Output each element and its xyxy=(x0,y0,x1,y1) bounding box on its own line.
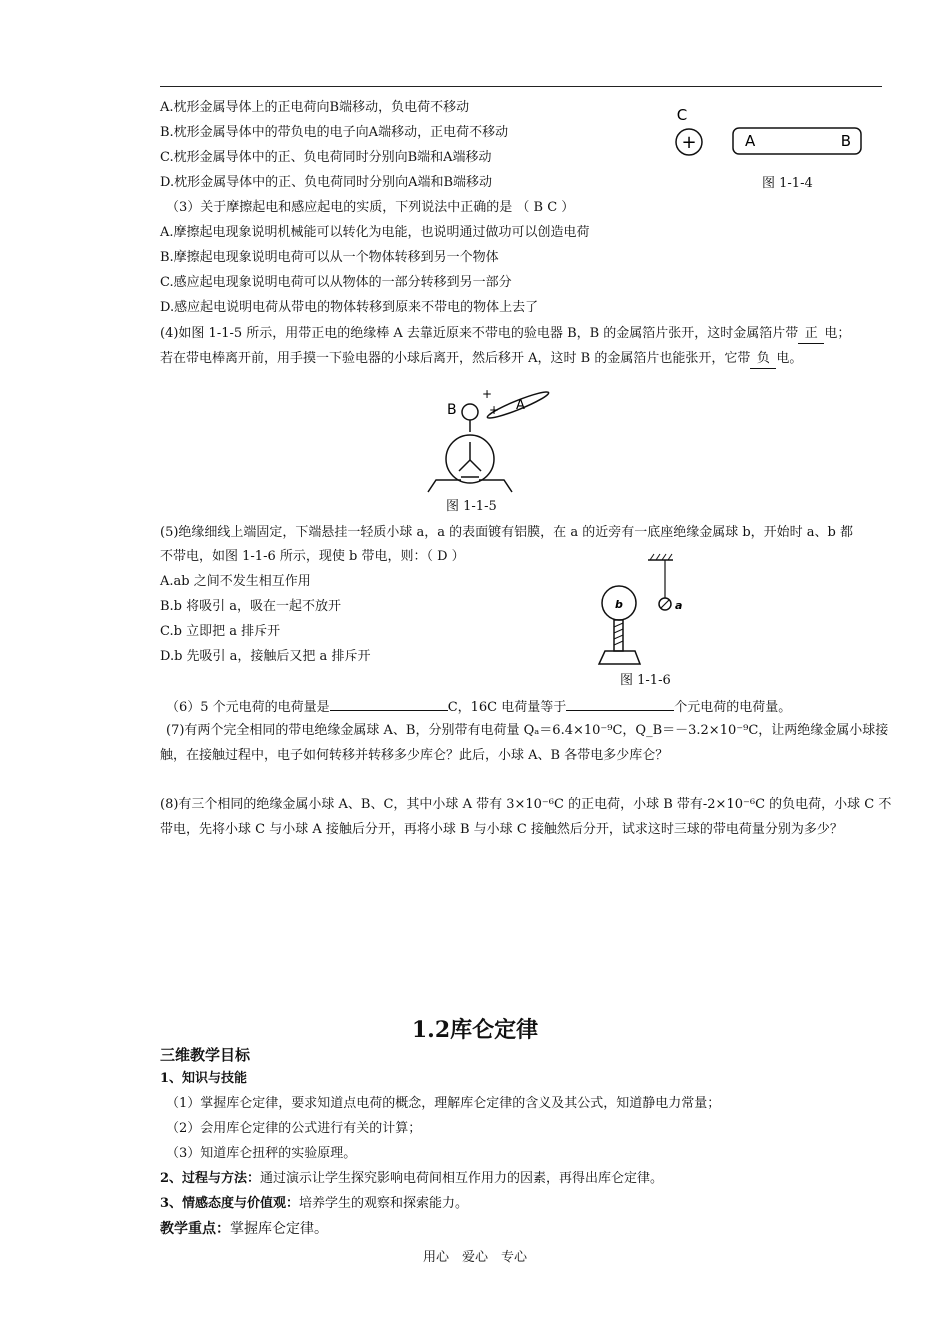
q3-option-a: A.摩擦起电现象说明机械能可以转化为电能，也说明通过做功可以创造电荷 xyxy=(160,225,590,240)
fig4-label-c: C xyxy=(676,106,688,124)
goals-heading: 三维教学目标 xyxy=(160,1046,251,1064)
fig5-caption: 图 1-1-5 xyxy=(446,499,497,514)
q6-blank-1[interactable] xyxy=(330,696,448,711)
q4-text-4: 电。 xyxy=(776,351,803,366)
q7-line-2: 触，在接触过程中，电子如何转移并转移多少库仑？此后，小球 A、B 各带电多少库仑？ xyxy=(160,748,669,763)
q8-line-1: (8)有三个相同的绝缘金属小球 A、B、C，其中小球 A 带有 3×10⁻⁶C 的正电荷，小球 B 带有-2×10⁻⁶C 的负电荷，小球 C 不 xyxy=(160,797,892,812)
fig4-label-a: A xyxy=(745,132,756,150)
q5-option-c: C.b 立即把 a 排斥开 xyxy=(160,624,281,639)
process-text: 通过演示让学生探究影响电荷间相互作用力的因素，再得出库仑定律。 xyxy=(260,1171,664,1186)
q3-option-d: D.感应起电说明电荷从带电的物体转移到原来不带电的物体上去了 xyxy=(160,300,539,315)
q2-option-b: B.枕形金属导体中的带负电的电子向A端移动，正电荷不移动 xyxy=(160,125,509,140)
q4-text-2: 电； xyxy=(824,326,851,341)
electroscope-foot-left xyxy=(428,480,461,492)
section-title: 1.2库仑定律 xyxy=(411,1017,539,1043)
q8-line-2: 带电，先将小球 C 与小球 A 接触后分开，再将小球 B 与小球 C 接触然后分开，试求这时三球的带电荷量分别为多少？ xyxy=(160,822,843,837)
stand-base xyxy=(599,651,640,664)
q6-blank-2[interactable] xyxy=(566,696,674,711)
q5-line-2: 不带电，如图 1-1-6 所示，现使 b 带电，则：（ D ） xyxy=(160,549,465,564)
q5-option-a: A.ab 之间不发生相互作用 xyxy=(160,574,311,589)
q6-text-2: C，16C 电荷量等于 xyxy=(447,700,567,715)
foil-right xyxy=(470,460,481,471)
q4-line-2 xyxy=(160,350,802,369)
q4-text-3: 若在带电棒离开前，用手摸一下验电器的小球后离开，然后移开 A，这时 B 的金属箔片也能张开，它带 xyxy=(160,351,751,366)
q3-option-c: C.感应起电现象说明电荷可以从物体的一部分转移到另一部分 xyxy=(160,275,512,290)
fig5-plus-2: + xyxy=(489,403,500,417)
q4-text-1: (4)如图 1-1-5 所示，用带正电的绝缘棒 A 去靠近原来不带电的验电器 B，B 的金属箔片张开，这时金属箔片带 xyxy=(160,326,799,341)
fig4-caption: 图 1-1-4 xyxy=(762,176,813,191)
knowledge-item-3: （3）知道库仑扭秤的实验原理。 xyxy=(166,1146,357,1161)
foil-left xyxy=(459,460,470,471)
q2-option-d: D.枕形金属导体中的正、负电荷同时分别向A端和B端移动 xyxy=(160,175,493,190)
q2-option-c: C.枕形金属导体中的正、负电荷同时分别向B端和A端移动 xyxy=(160,150,492,165)
fig5-label-a: A xyxy=(516,398,525,413)
stand-hatch xyxy=(614,623,623,645)
page-footer: 用心 爱心 专心 xyxy=(422,1250,527,1265)
header-rule xyxy=(160,86,882,87)
electroscope-ball xyxy=(462,404,478,420)
figure-1-1-5 xyxy=(420,380,580,495)
process-line xyxy=(160,1170,663,1188)
q7-line-1: (7)有两个完全相同的带电绝缘金属球 A、B，分别带有电荷量 Qₐ＝6.4×10⁻⁹C，Q_B＝－3.2×10⁻⁹C，让两绝缘金属小球接 xyxy=(166,723,889,738)
q4-line-1 xyxy=(160,325,850,344)
fig4-plus-sign: + xyxy=(681,132,697,153)
figure-1-1-6 xyxy=(595,553,705,668)
q4-answer-2: 负 xyxy=(750,350,776,369)
electroscope-foot-right xyxy=(479,480,512,492)
fig4-label-b: B xyxy=(840,132,851,150)
q6-text-1: （6）5 个元电荷的电荷量是 xyxy=(166,700,330,715)
q5-option-d: D.b 先吸引 a，接触后又把 a 排斥开 xyxy=(160,649,371,664)
fig5-plus-1: + xyxy=(482,387,493,401)
emotion-line xyxy=(160,1195,468,1213)
q3-stem: （3）关于摩擦起电和感应起电的实质，下列说法中正确的是 （ B C ） xyxy=(166,200,575,215)
ceiling-hatch xyxy=(650,554,672,560)
fig6-label-b: b xyxy=(615,598,623,611)
fig5-label-b: B xyxy=(447,402,457,418)
knowledge-item-2: （2）会用库仑定律的公式进行有关的计算； xyxy=(166,1121,422,1136)
knowledge-item-1: （1）掌握库仑定律，要求知道点电荷的概念，理解库仑定律的含义及其公式，知道静电力常量； xyxy=(166,1096,721,1111)
knowledge-heading: 1、知识与技能 xyxy=(160,1071,248,1086)
q5-option-b: B.b 将吸引 a，吸在一起不放开 xyxy=(160,599,342,614)
emotion-text: 培养学生的观察和探索能力。 xyxy=(299,1196,469,1211)
key-point-heading: 教学重点： xyxy=(160,1221,230,1237)
fig6-caption: 图 1-1-6 xyxy=(620,673,671,688)
q3-option-b: B.摩擦起电现象说明电荷可以从一个物体转移到另一个物体 xyxy=(160,250,499,265)
q2-option-a: A.枕形金属导体上的正电荷向B端移动，负电荷不移动 xyxy=(160,100,470,115)
emotion-heading: 3、情感态度与价值观： xyxy=(160,1196,300,1211)
key-point-text: 掌握库仑定律。 xyxy=(230,1221,328,1237)
q5-line-1: (5)绝缘细线上端固定，下端悬挂一轻质小球 a，a 的表面镀有铝膜，在 a 的近旁有一底座绝缘金属球 b，开始时 a、b 都 xyxy=(160,525,853,540)
q4-answer-1: 正 xyxy=(798,325,824,344)
process-heading: 2、过程与方法： xyxy=(160,1171,261,1186)
q6-line xyxy=(166,696,791,717)
key-point-line xyxy=(160,1220,328,1238)
q6-text-3: 个元电荷的电荷量。 xyxy=(674,700,792,715)
fig6-label-a: a xyxy=(675,599,683,612)
